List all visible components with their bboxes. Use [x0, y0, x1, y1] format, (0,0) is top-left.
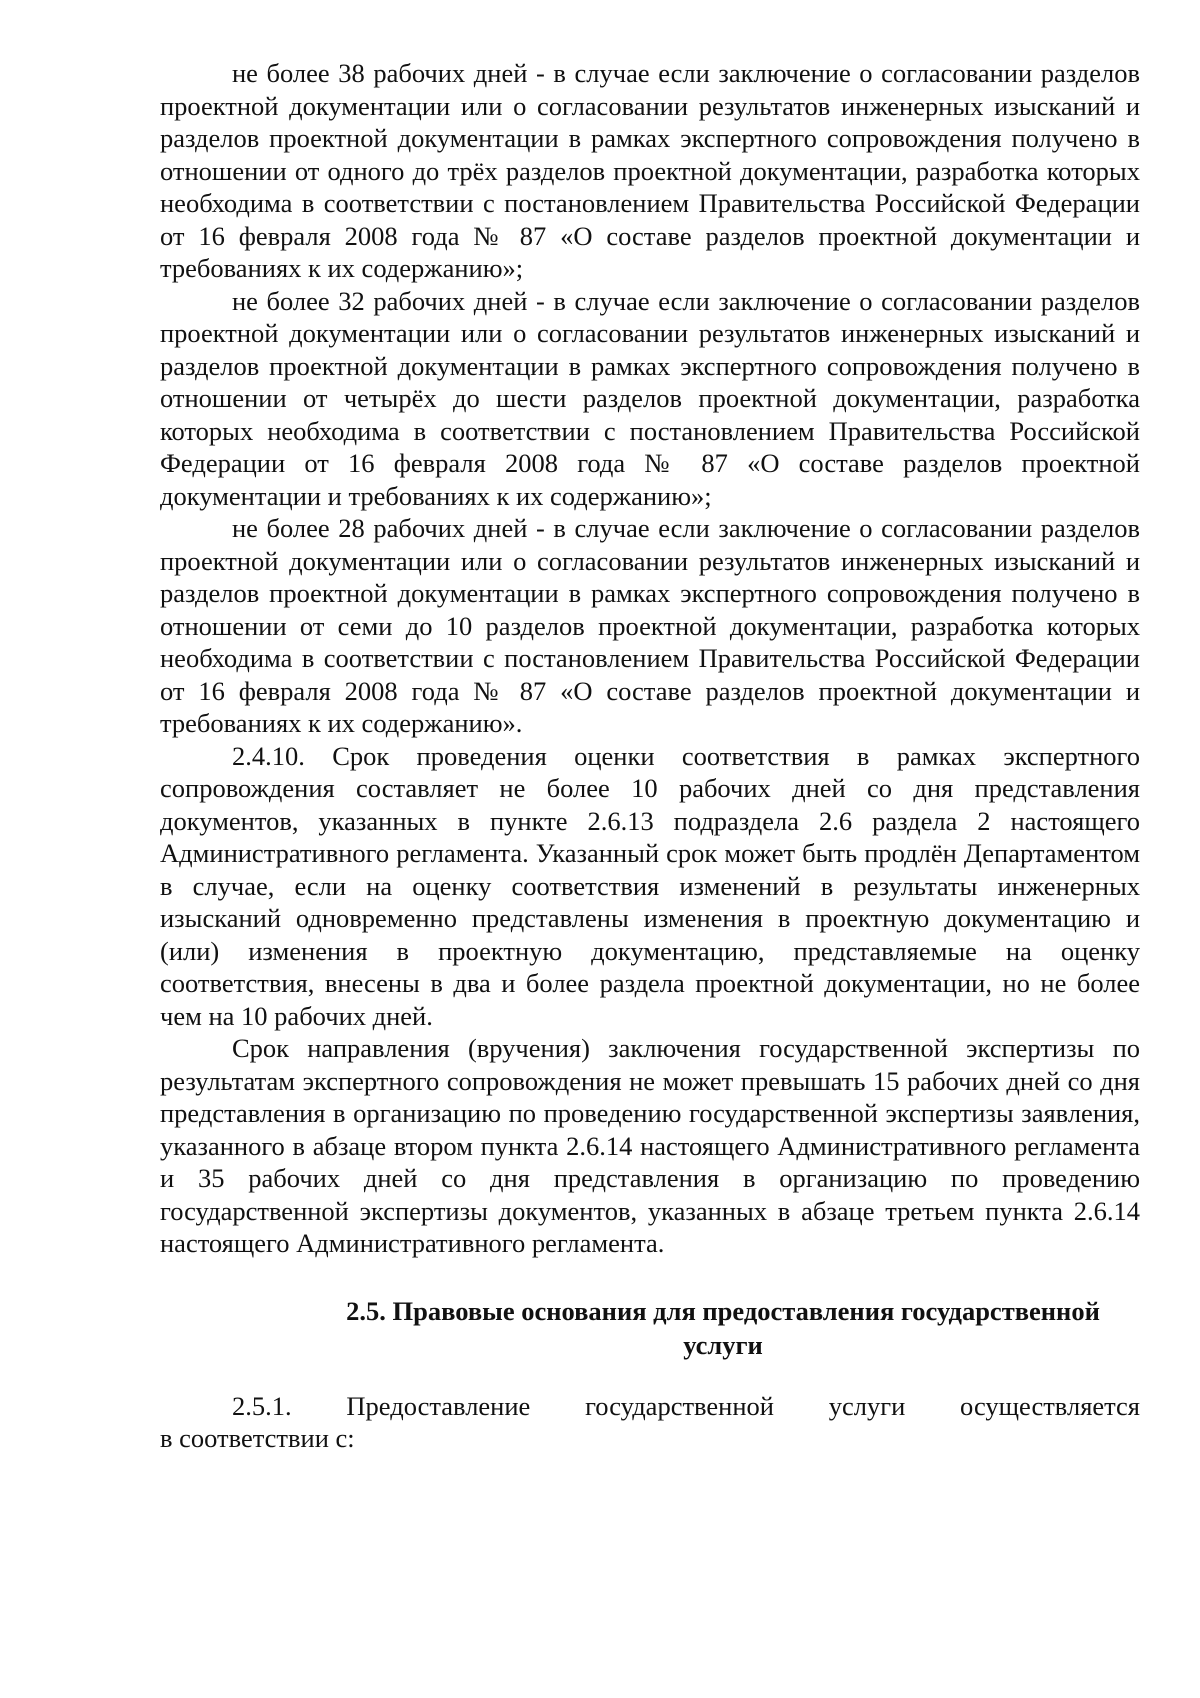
paragraph-term-32-days: не более 32 рабочих дней - в случае если заключение о согласовании разделов проектной документации или о согласовании результатов инженерных изысканий и разделов проектной документации в рамках экспертного сопровождения получено в отношении от четырёх до шести разделов проектной документации, разработка которых необходима в соответствии с постановлением Правительства Российской Федерации от 16 февраля 2008 года № 87 «О составе разделов проектной документации и требованиях к их содержанию»;: [160, 285, 1140, 511]
paragraph-term-28-days: не более 28 рабочих дней - в случае если заключение о согласовании разделов проектной документации или о согласовании результатов инженерных изысканий и разделов проектной документации в рамках экспертного сопровождения получено в отношении от семи до 10 разделов проектной документации, разработка которых необходима в соответствии с постановлением Правительства Российской Федерации от 16 февраля 2008 года № 87 «О составе разделов проектной документации и требованиях к их содержанию».: [160, 513, 1140, 738]
document-body: [160, 57, 1140, 1455]
paragraph-2-5-1-line-2: в соответствии с:: [160, 1423, 355, 1453]
paragraph-2-5-1-line-1: 2.5.1. Предоставление государственной услуги осуществляется: [232, 1390, 1140, 1421]
paragraph-term-38-days: не более 38 рабочих дней - в случае если заключение о согласовании разделов проектной документации или о согласовании результатов инженерных изысканий и разделов проектной документации в рамках экспертного сопровождения получено в отношении от одного до трёх разделов проектной документации, разработка которых необходима в соответствии с постановлением Правительства Российской Федерации от 16 февраля 2008 года № 87 «О составе разделов проектной документации и требованиях к их содержанию»;: [160, 58, 1140, 283]
paragraph-2-4-10: 2.4.10. Срок проведения оценки соответствия в рамках экспертного сопровождения составляет не более 10 рабочих дней со дня представления документов, указанных в пункте 2.6.13 подраздела 2.6 раздела 2 настоящего Административного регламента. Указанный срок может быть продлён Департаментом в случае, если на оценку соответствия изменений в результаты инженерных изысканий одновременно представлены изменения в проектную документацию и (или) изменения в проектную документацию, представляемые на оценку соответствия, внесены в два и более раздела проектной документации, но не более чем на 10 рабочих дней.: [160, 740, 1140, 1031]
section-heading-2-5: [160, 1294, 1140, 1362]
section-heading-line-1: 2.5. Правовые основания для предоставления государственной: [346, 1295, 1100, 1326]
paragraph-conclusion-term: Срок направления (вручения) заключения государственной экспертизы по результатам экспертного сопровождения не может превышать 15 рабочих дней со дня представления в организацию по проведению государственной экспертизы заявления, указанного в абзаце втором пункта 2.6.14 настоящего Административного регламента и 35 рабочих дней со дня представления в организацию по проведению государственной экспертизы документов, указанных в абзаце третьем пункта 2.6.14 настоящего Административного регламента.: [160, 1033, 1140, 1258]
paragraph-2-5-1: [160, 1390, 1140, 1455]
section-heading-line-2: услуги: [683, 1329, 763, 1360]
